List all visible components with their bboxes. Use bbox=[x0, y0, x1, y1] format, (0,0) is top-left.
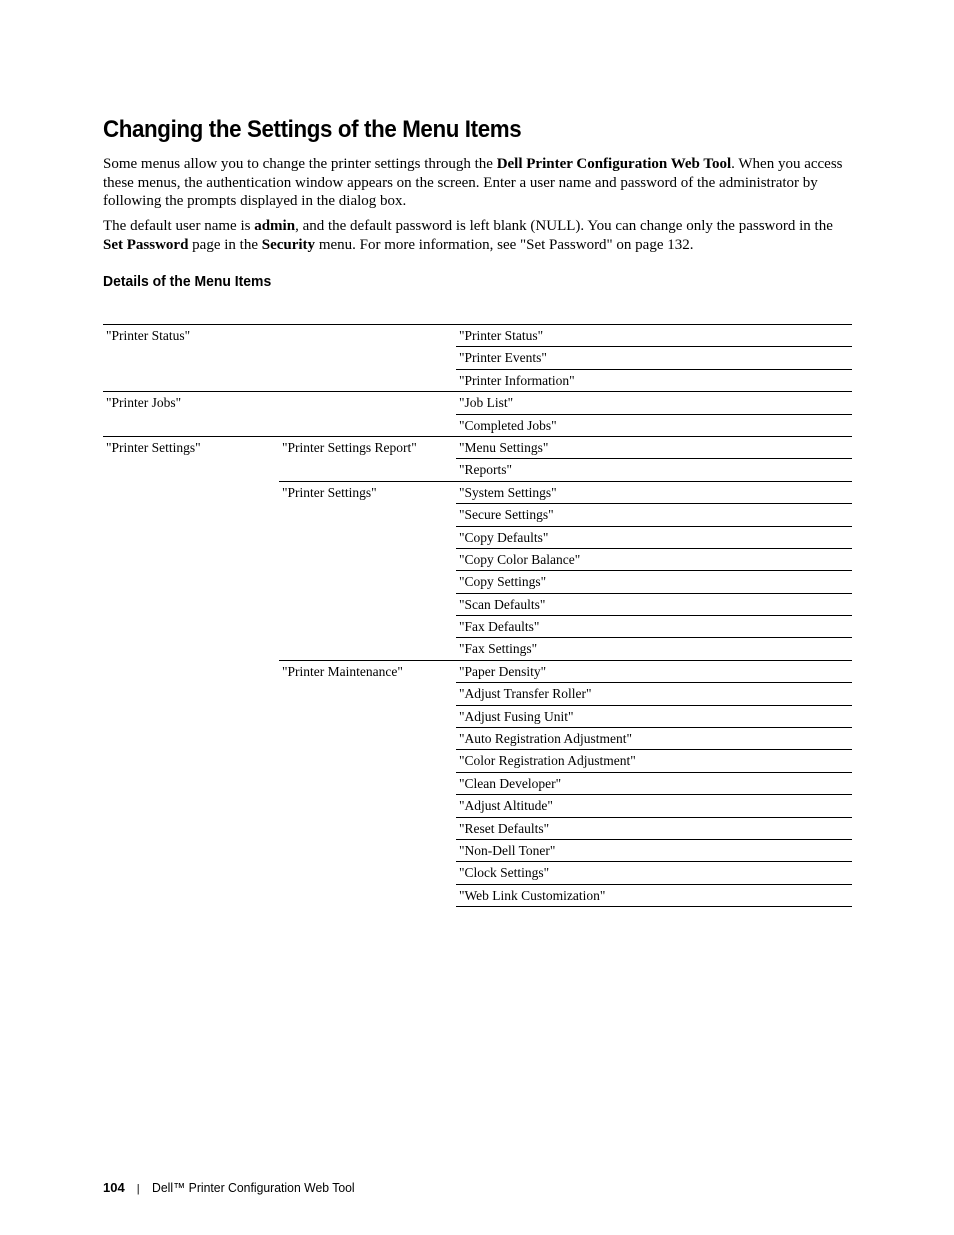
menu-subgroup-cell bbox=[279, 795, 456, 817]
menu-group-cell bbox=[103, 504, 279, 526]
table-row bbox=[103, 750, 852, 772]
menu-item-cell: "Copy Settings" bbox=[456, 571, 852, 593]
text-run: Some menus allow you to change the printer settings through the bbox=[103, 156, 497, 172]
default-credentials-paragraph bbox=[103, 217, 855, 254]
menu-subgroup-cell bbox=[279, 817, 456, 839]
table-row bbox=[103, 705, 852, 727]
menu-group-cell bbox=[103, 683, 279, 705]
menu-item-cell: "Menu Settings" bbox=[456, 436, 852, 458]
menu-item-cell: "Completed Jobs" bbox=[456, 414, 852, 436]
menu-item-cell: "Clean Developer" bbox=[456, 772, 852, 794]
menu-group-cell bbox=[103, 839, 279, 861]
table-row bbox=[103, 795, 852, 817]
menu-subgroup-cell: "Printer Settings" bbox=[279, 481, 456, 503]
menu-group-cell bbox=[103, 795, 279, 817]
menu-group-cell bbox=[103, 481, 279, 503]
page-number: 104 bbox=[103, 1180, 125, 1195]
menu-group-cell bbox=[103, 660, 279, 682]
footer-separator: | bbox=[136, 1183, 140, 1195]
menu-subgroup-cell bbox=[279, 884, 456, 906]
menu-subgroup-cell bbox=[279, 728, 456, 750]
menu-subgroup-cell: "Printer Maintenance" bbox=[279, 660, 456, 682]
table-row bbox=[103, 638, 852, 660]
table-row bbox=[103, 817, 852, 839]
intro-paragraph bbox=[103, 155, 855, 211]
table-row bbox=[103, 526, 852, 548]
menu-item-cell: "Scan Defaults" bbox=[456, 593, 852, 615]
menu-items-table bbox=[103, 324, 852, 907]
menu-item-cell: "Adjust Transfer Roller" bbox=[456, 683, 852, 705]
menu-item-cell: "Adjust Altitude" bbox=[456, 795, 852, 817]
table-row bbox=[103, 414, 852, 436]
menu-subgroup-cell bbox=[279, 862, 456, 884]
table-row bbox=[103, 436, 852, 458]
menu-subgroup-cell bbox=[279, 750, 456, 772]
bold-term-web-tool: Dell Printer Configuration Web Tool bbox=[496, 156, 732, 172]
menu-item-cell: "Job List" bbox=[456, 392, 852, 414]
menu-group-cell: "Printer Settings" bbox=[103, 436, 279, 458]
bold-term-set-password: Set Password bbox=[103, 236, 189, 253]
table-row bbox=[103, 616, 852, 638]
menu-subgroup-cell bbox=[279, 683, 456, 705]
menu-subgroup-cell bbox=[279, 772, 456, 794]
menu-subgroup-cell bbox=[279, 638, 456, 660]
menu-group-cell bbox=[103, 571, 279, 593]
footer-title: Dell™ Printer Configuration Web Tool bbox=[151, 1180, 355, 1195]
bold-term-security: Security bbox=[261, 236, 316, 253]
menu-item-cell: "Web Link Customization" bbox=[456, 884, 852, 906]
menu-group-cell bbox=[103, 616, 279, 638]
table-row bbox=[103, 839, 852, 861]
menu-subgroup-cell bbox=[279, 705, 456, 727]
menu-group-cell bbox=[103, 884, 279, 906]
menu-group-cell bbox=[103, 369, 279, 391]
menu-group-cell bbox=[103, 593, 279, 615]
text-run: The default user name is bbox=[103, 218, 255, 234]
bold-term-admin: admin bbox=[254, 218, 296, 234]
table-row bbox=[103, 459, 852, 481]
text-run: menu. For more information, see "Set Password" on page 132. bbox=[315, 236, 694, 253]
table-row bbox=[103, 347, 852, 369]
menu-item-cell: "Reset Defaults" bbox=[456, 817, 852, 839]
menu-item-cell: "Adjust Fusing Unit" bbox=[456, 705, 852, 727]
menu-group-cell bbox=[103, 705, 279, 727]
menu-item-cell: "Clock Settings" bbox=[456, 862, 852, 884]
menu-subgroup-cell bbox=[279, 347, 456, 369]
table-row bbox=[103, 548, 852, 570]
menu-subgroup-cell bbox=[279, 526, 456, 548]
table-row bbox=[103, 571, 852, 593]
menu-group-cell bbox=[103, 750, 279, 772]
menu-subgroup-cell bbox=[279, 839, 456, 861]
menu-group-cell bbox=[103, 817, 279, 839]
menu-group-cell bbox=[103, 347, 279, 369]
menu-group-cell bbox=[103, 862, 279, 884]
menu-item-cell: "Color Registration Adjustment" bbox=[456, 750, 852, 772]
table-row bbox=[103, 884, 852, 906]
text-run: page in the bbox=[188, 236, 262, 253]
page-title: Changing the Settings of the Menu Items bbox=[103, 116, 522, 143]
table-row bbox=[103, 325, 852, 347]
menu-item-cell: "Printer Events" bbox=[456, 347, 852, 369]
menu-item-cell: "System Settings" bbox=[456, 481, 852, 503]
section-title: Details of the Menu Items bbox=[103, 273, 272, 290]
menu-item-cell: "Auto Registration Adjustment" bbox=[456, 728, 852, 750]
table-row bbox=[103, 369, 852, 391]
menu-item-cell: "Reports" bbox=[456, 459, 852, 481]
menu-subgroup-cell bbox=[279, 593, 456, 615]
table-row bbox=[103, 683, 852, 705]
menu-item-cell: "Fax Settings" bbox=[456, 638, 852, 660]
menu-group-cell bbox=[103, 414, 279, 436]
menu-subgroup-cell bbox=[279, 571, 456, 593]
table-row bbox=[103, 392, 852, 414]
table-row bbox=[103, 481, 852, 503]
table-row bbox=[103, 772, 852, 794]
menu-subgroup-cell bbox=[279, 392, 456, 414]
menu-item-cell: "Copy Defaults" bbox=[456, 526, 852, 548]
menu-subgroup-cell bbox=[279, 504, 456, 526]
menu-item-cell: "Printer Status" bbox=[456, 325, 852, 347]
menu-group-cell bbox=[103, 459, 279, 481]
menu-group-cell bbox=[103, 526, 279, 548]
table-row bbox=[103, 728, 852, 750]
menu-subgroup-cell bbox=[279, 459, 456, 481]
menu-item-cell: "Fax Defaults" bbox=[456, 616, 852, 638]
menu-item-cell: "Non-Dell Toner" bbox=[456, 839, 852, 861]
menu-group-cell bbox=[103, 548, 279, 570]
text-run: . When you access these menus, the authentication window appears on the screen. Enter a user name and password of the administrator by following the prompts displayed in the dialog box. bbox=[103, 156, 843, 209]
menu-group-cell bbox=[103, 728, 279, 750]
menu-subgroup-cell: "Printer Settings Report" bbox=[279, 436, 456, 458]
table-row bbox=[103, 593, 852, 615]
menu-subgroup-cell bbox=[279, 369, 456, 391]
menu-item-cell: "Paper Density" bbox=[456, 660, 852, 682]
menu-item-cell: "Secure Settings" bbox=[456, 504, 852, 526]
menu-group-cell bbox=[103, 772, 279, 794]
menu-subgroup-cell bbox=[279, 548, 456, 570]
menu-group-cell: "Printer Jobs" bbox=[103, 392, 279, 414]
table-row bbox=[103, 504, 852, 526]
text-run: , and the default password is left blank (NULL). You can change only the password in the bbox=[295, 218, 833, 234]
menu-subgroup-cell bbox=[279, 414, 456, 436]
menu-group-cell bbox=[103, 638, 279, 660]
menu-subgroup-cell bbox=[279, 616, 456, 638]
menu-item-cell: "Copy Color Balance" bbox=[456, 548, 852, 570]
menu-item-cell: "Printer Information" bbox=[456, 369, 852, 391]
table-row bbox=[103, 660, 852, 682]
table-row bbox=[103, 862, 852, 884]
menu-subgroup-cell bbox=[279, 325, 456, 347]
menu-group-cell: "Printer Status" bbox=[103, 325, 279, 347]
page-footer bbox=[103, 1180, 367, 1195]
